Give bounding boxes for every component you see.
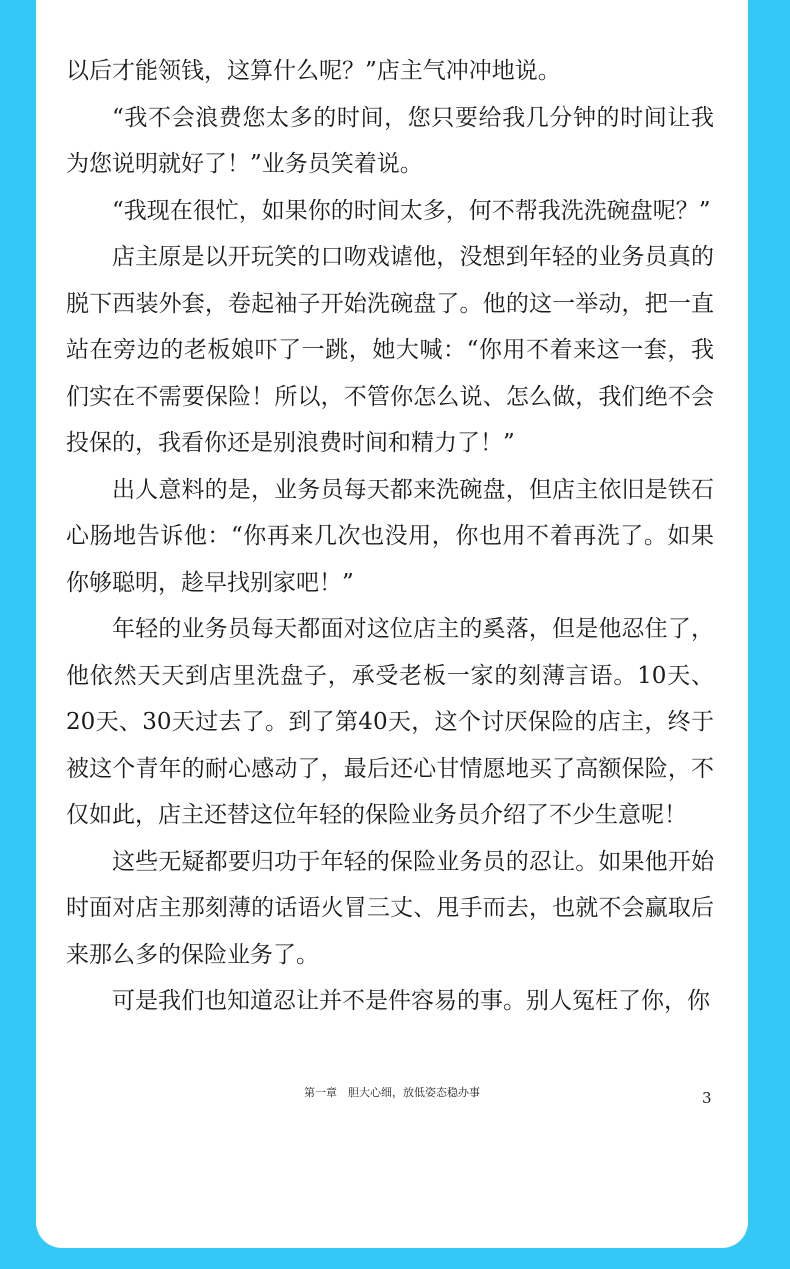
paragraph-6: 年轻的业务员每天都面对这位店主的奚落，但是他忍住了，他依然天天到店里洗盘子，承受老板一家的刻薄言语。10天、20天、30天过去了。到了第40天，这个讨厌保险的店主，终于被这个青年的耐心感动了，最后还心甘情愿地买了高额保险，不仅如此，店主还替这位年轻的保险业务员介绍了不少生意呢！: [66, 616, 714, 828]
page-body-text: [66, 48, 714, 1025]
paragraph-2: “我不会浪费您太多的时间，您只要给我几分钟的时间让我为您说明就好了！”业务员笑着说。: [66, 104, 714, 177]
paragraph-4: 店主原是以开玩笑的口吻戏谑他，没想到年轻的业务员真的脱下西装外套，卷起袖子开始洗碗盘了。他的这一举动，把一直站在旁边的老板娘吓了一跳，她大喊：“你用不着来这一套，我们实在不需要保险！所以，不管你怎么说、怎么做，我们绝不会投保的，我看你还是别浪费时间和精力了！”: [66, 244, 714, 456]
paragraph-5: 出人意料的是，业务员每天都来洗碗盘，但店主依旧是铁石心肠地告诉他：“你再来几次也没用，你也用不着再洗了。如果你够聪明，趁早找别家吧！”: [66, 476, 714, 596]
page-number: 3: [702, 1089, 712, 1107]
paragraph-1: 以后才能领钱，这算什么呢？”店主气冲冲地说。: [66, 58, 561, 84]
chapter-footer: 第一章 胆大心细，放低姿态稳办事: [304, 1086, 480, 1099]
book-page: [36, 0, 748, 1248]
paragraph-3: “我现在很忙，如果你的时间太多，何不帮我洗洗碗盘呢？”: [112, 197, 711, 224]
paragraph-8: 可是我们也知道忍让并不是件容易的事。别人冤枉了你，你: [112, 988, 710, 1014]
paragraph-7: 这些无疑都要归功于年轻的保险业务员的忍让。如果他开始时面对店主那刻薄的话语火冒三丈、甩手而去，也就不会赢取后来那么多的保险业务了。: [66, 848, 714, 968]
